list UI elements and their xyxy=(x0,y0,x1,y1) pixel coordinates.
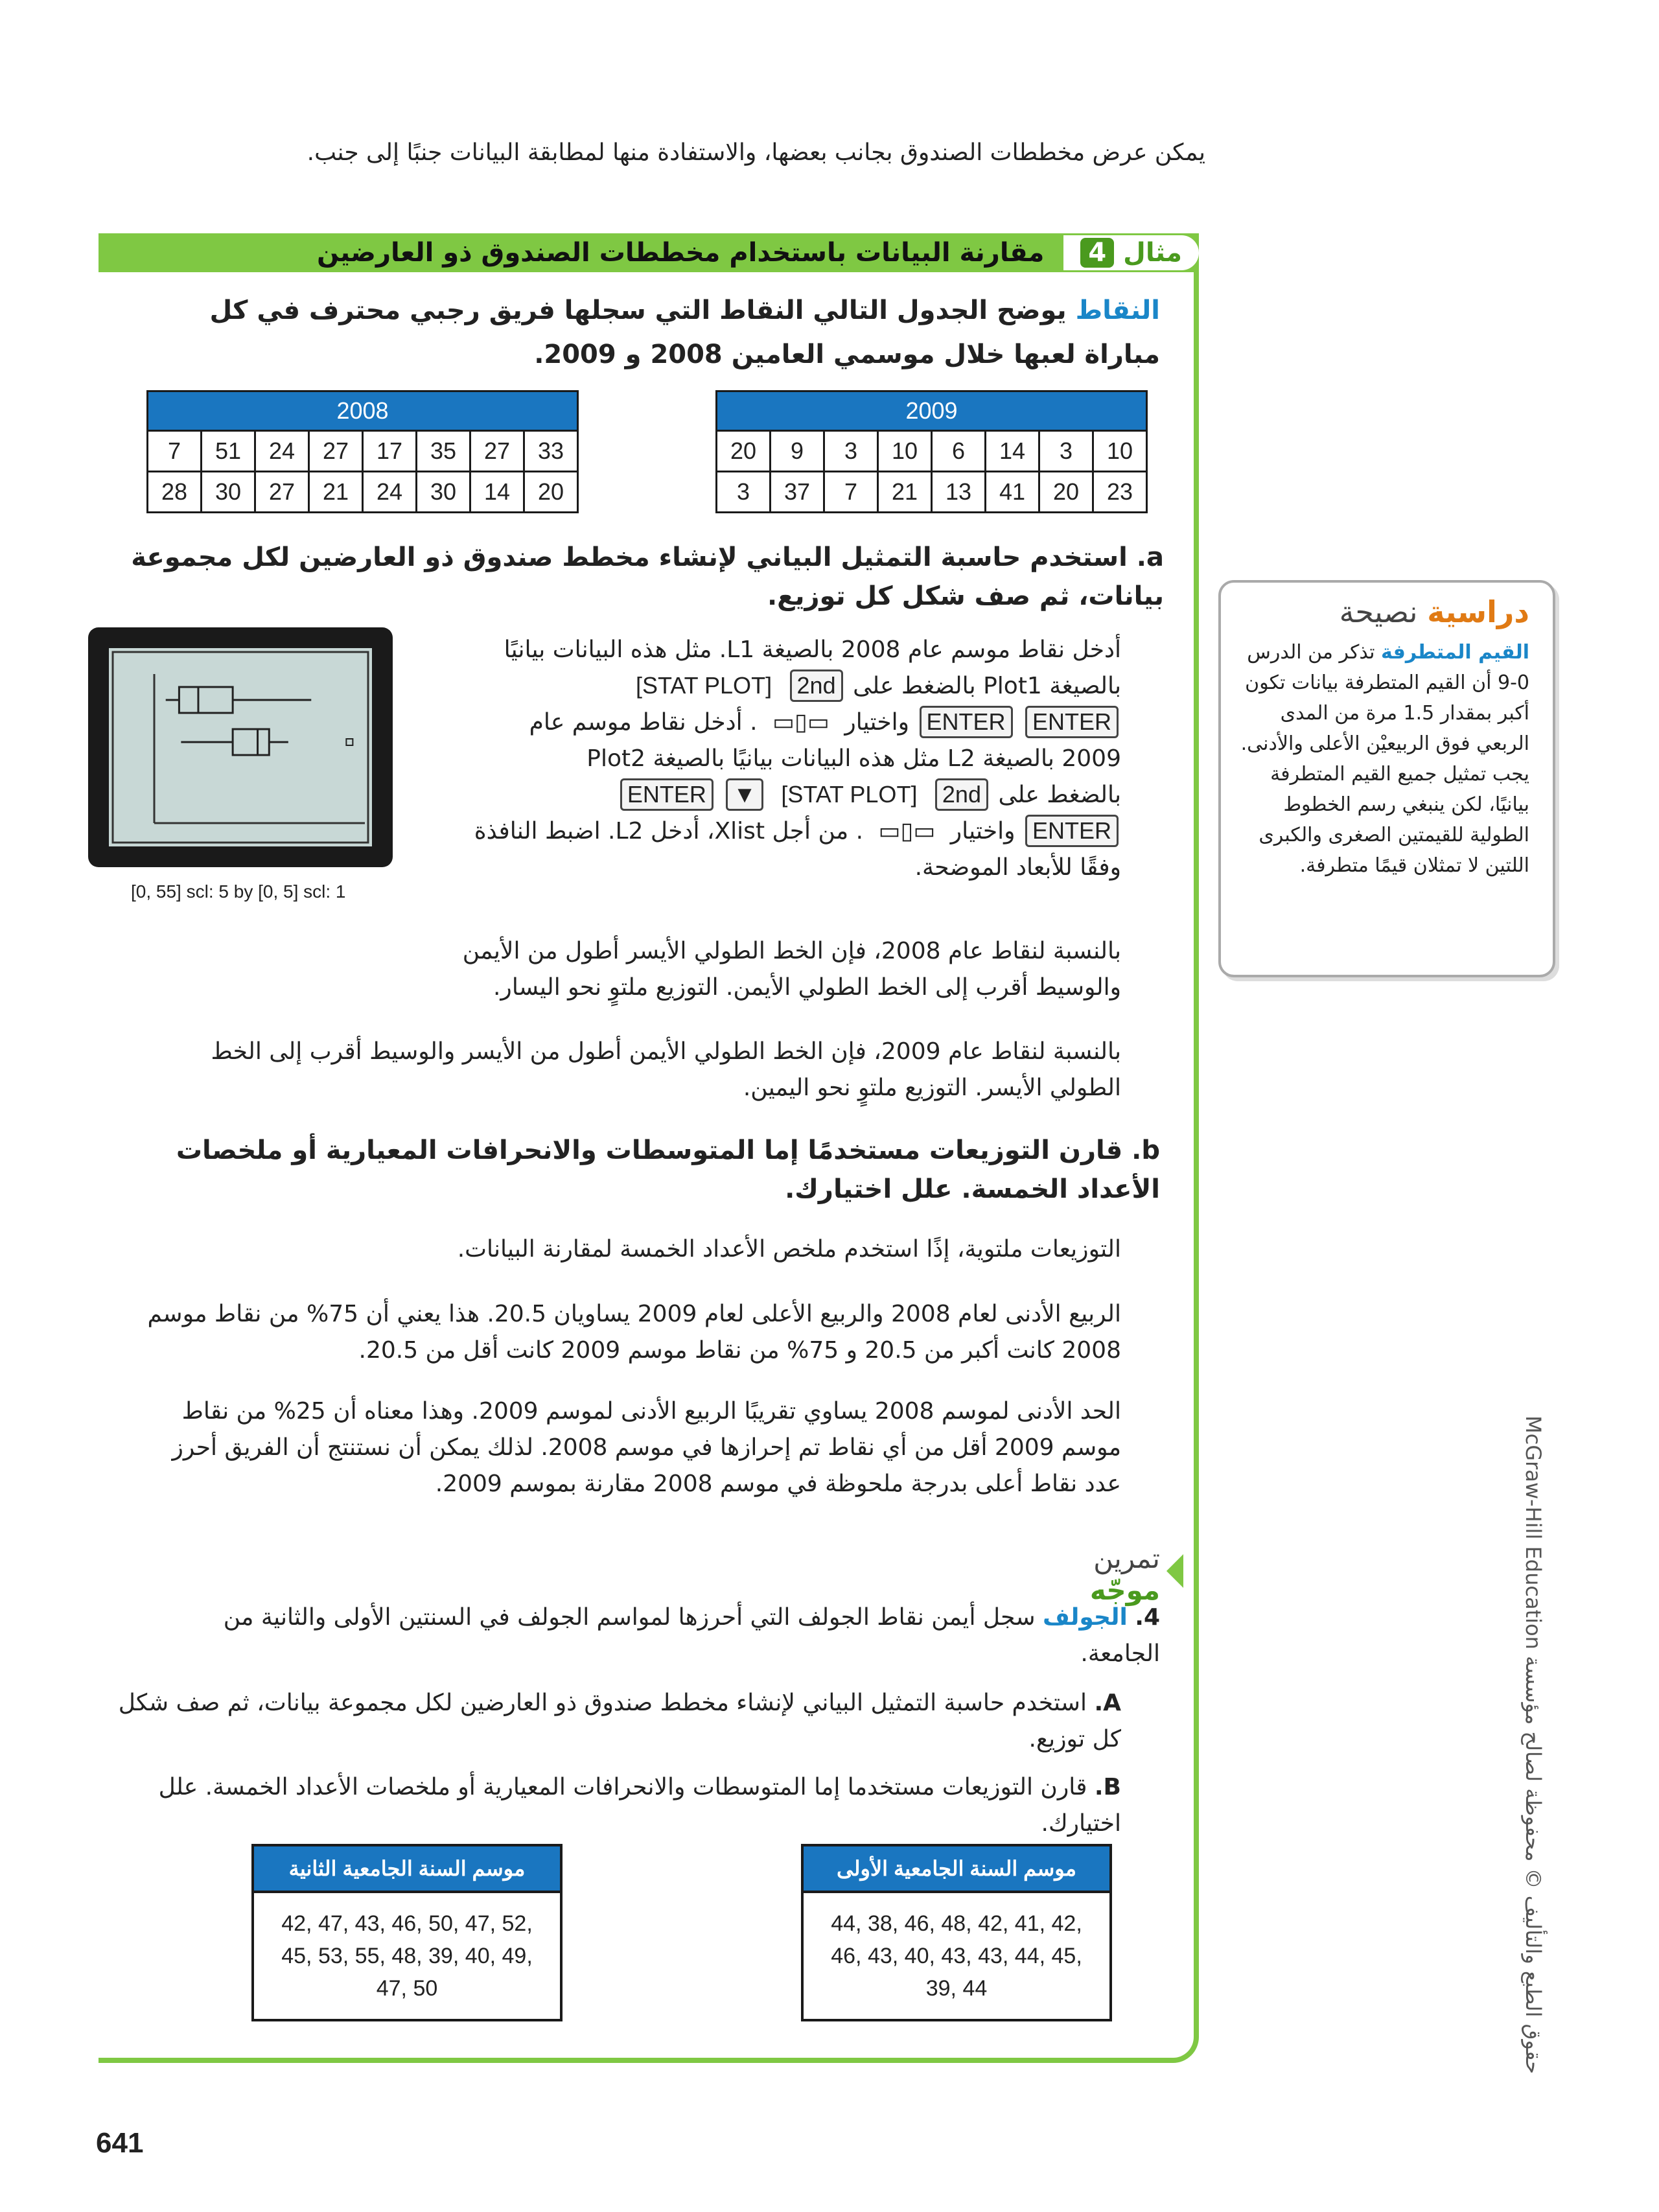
exercise-keyword: الجولف xyxy=(1043,1604,1128,1631)
season-table-second xyxy=(251,1844,563,2021)
tip-word-1: نصيحة xyxy=(1339,594,1418,629)
table-cell: 20 xyxy=(1039,472,1093,513)
example-number: 4 xyxy=(1080,238,1114,268)
key-statplot: [STAT PLOT] xyxy=(636,672,772,699)
season-first-header: موسم السنة الجامعية الأولى xyxy=(802,1845,1111,1892)
example-header xyxy=(99,233,1199,272)
part-a-letter: a. xyxy=(1136,542,1164,572)
exercise-4a xyxy=(110,1685,1121,1758)
lead-text: يوضح الجدول التالي النقاط التي سجلها فريق رجبي محترف في كل مباراة لعبها خلال موسمي العامين 2008 و 2009. xyxy=(209,296,1160,369)
table-cell: 28 xyxy=(148,472,202,513)
table-cell: 24 xyxy=(255,431,309,472)
table-cell: 20 xyxy=(524,472,578,513)
table-cell: 51 xyxy=(202,431,255,472)
boxplot-icon: ▭▯▭ xyxy=(878,817,936,844)
step-line: ENTER ENTER واختيار ▭▯▭ . أدخل نقاط موسم عام xyxy=(454,704,1121,741)
lead-keyword: النقاط xyxy=(1075,296,1160,325)
exercise-number: 4. xyxy=(1135,1604,1160,1631)
step-line: ENTER واختيار ▭▯▭ . من أجل Xlist، أدخل L2. اضبط النافذة xyxy=(454,813,1121,850)
intro-text: يمكن عرض مخططات الصندوق بجانب بعضها، والاستفادة منها لمطابقة البيانات جنبًا إلى جنب. xyxy=(307,139,1205,166)
table-cell: 7 xyxy=(824,472,878,513)
table-cell: 35 xyxy=(417,431,470,472)
exercise-b-letter: B. xyxy=(1094,1774,1121,1800)
table-cell: 27 xyxy=(470,431,524,472)
table-cell: 17 xyxy=(363,431,417,472)
guided-arrow-icon xyxy=(1166,1554,1183,1588)
table-2008 xyxy=(146,390,579,513)
table-cell: 14 xyxy=(470,472,524,513)
table-cell: 9 xyxy=(771,431,824,472)
study-tip xyxy=(1218,580,1555,977)
table-cell: 10 xyxy=(878,431,932,472)
calculator-screen xyxy=(88,627,393,867)
example-title: مقارنة البيانات باستخدام مخططات الصندوق ذو العارضين xyxy=(316,238,1045,268)
table-cell: 24 xyxy=(363,472,417,513)
boxplot-2008-box xyxy=(233,729,269,755)
table-cell: 3 xyxy=(1039,431,1093,472)
step-line: بالصيغة Plot1 بالضغط على 2nd [STAT PLOT] xyxy=(454,668,1121,704)
para-2008: بالنسبة لنقاط عام 2008، فإن الخط الطولي الأيسر أطول من الأيمن والوسيط أقرب إلى الخط الطولي الأيمن. التوزيع ملتوٍ نحو اليسار. xyxy=(462,938,1121,1001)
guided-heading xyxy=(1030,1543,1160,1606)
part-b-letter: b. xyxy=(1131,1135,1160,1165)
exercise-text: سجل أيمن نقاط الجولف التي أحرزها لمواسم الجولف في السنتين الأولى والثانية من الجامعة. xyxy=(223,1604,1160,1667)
key-enter: ENTER xyxy=(620,778,713,811)
tip-body xyxy=(1221,629,1553,881)
table-cell: 30 xyxy=(202,472,255,513)
table-cell: 27 xyxy=(309,431,363,472)
exercise-4 xyxy=(181,1600,1160,1672)
boxplot-2009-box xyxy=(179,687,233,713)
table-2008-header: 2008 xyxy=(148,391,578,431)
table-cell: 37 xyxy=(771,472,824,513)
season-first-values: 44, 38, 46, 48, 42, 41, 42, 46, 43, 40, 43, 43, 44, 45, 39, 44 xyxy=(802,1892,1111,2020)
exercise-4b xyxy=(143,1769,1121,1842)
part-a-text: استخدم حاسبة التمثيل البياني لإنشاء مخطط صندوق ذو العارضين لكل مجموعة بيانات، ثم صف شكل كل توزيع. xyxy=(131,542,1164,611)
table-cell: 3 xyxy=(717,472,771,513)
table-cell: 14 xyxy=(986,431,1039,472)
part-b-text: قارن التوزيعات مستخدمًا إما المتوسطات والانحرافات المعيارية أو ملخصات الأعداد الخمسة. علل اختيارك. xyxy=(176,1135,1160,1204)
table-cell: 6 xyxy=(932,431,986,472)
window-caption: [0, 55] scl: 5 by [0, 5] scl: 1 xyxy=(131,881,346,902)
table-cell: 3 xyxy=(824,431,878,472)
key-2nd: 2nd xyxy=(935,778,988,811)
season-second-header: موسم السنة الجامعية الثانية xyxy=(253,1845,561,1892)
part-b-p1: التوزيعات ملتوية، إذًا استخدم ملخص الأعداد الخمسة لمقارنة البيانات. xyxy=(457,1236,1121,1263)
table-row xyxy=(148,431,578,472)
table-2009-header: 2009 xyxy=(717,391,1147,431)
table-cell: 41 xyxy=(986,472,1039,513)
copyright-credit: حقوق الطبع والتأليف © محفوظة لصالح مؤسسة McGraw-Hill Education xyxy=(1521,1415,1546,2074)
key-enter: ENTER xyxy=(1025,706,1119,738)
part-b-p3: الحد الأدنى لموسم 2008 يساوي تقريبًا الربيع الأدنى لموسم 2009. وهذا معناه أن 25% من نقاط موسم 2009 أقل من أي نقاط تم إحرازها في موسم 2008. لذلك يمكن أن نستنتج أن الفريق أحرز عدد نقاط أعلى بدرجة ملحوظة في موسم 2008 مقارنة بموسم 2009. xyxy=(172,1398,1121,1497)
key-enter: ENTER xyxy=(1025,815,1119,847)
table-cell: 27 xyxy=(255,472,309,513)
part-a-steps xyxy=(454,632,1121,886)
key-2nd: 2nd xyxy=(790,669,843,702)
step-line: وفقًا للأبعاد الموضحة. xyxy=(914,854,1121,881)
exercise-b-text: قارن التوزيعات مستخدما إما المتوسطات والانحرافات المعيارية أو ملخصات الأعداد الخمسة. علل اختيارك. xyxy=(158,1774,1121,1837)
step-line: 2009 بالصيغة L2 مثل هذه البيانات بيانيًا بالصيغة Plot2 xyxy=(586,745,1121,772)
example-lead xyxy=(168,288,1160,377)
boxplot-graph xyxy=(109,648,372,846)
table-2009 xyxy=(715,390,1148,513)
tip-keyword: القيم المتطرفة xyxy=(1381,641,1529,664)
table-cell: 30 xyxy=(417,472,470,513)
step-line: أدخل نقاط موسم عام 2008 بالصيغة L1. مثل هذه البيانات بيانيًا xyxy=(504,636,1121,663)
table-cell: 13 xyxy=(932,472,986,513)
season-table-first xyxy=(801,1844,1112,2021)
tip-text: تذكر من الدرس 0-9 أن القيم المتطرفة بيانات تكون أكبر بمقدار 1.5 مرة من المدى الربعي فوق الربيعيْن الأعلى والأدنى. يجب تمثيل جميع القيم المتطرفة بيانيًا، لكن ينبغي رسم الخطوط الطولية للقيمتين الصغرى والكبرى اللتين لا تمثلان قيمًا متطرفة. xyxy=(1240,641,1529,877)
part-a-heading xyxy=(114,538,1164,616)
key-statplot: [STAT PLOT] xyxy=(781,781,918,808)
guided-word-1: تمرين xyxy=(1093,1543,1160,1574)
example-word: مثال xyxy=(1123,238,1182,268)
table-cell: 23 xyxy=(1093,472,1147,513)
table-row xyxy=(148,472,578,513)
exercise-a-letter: A. xyxy=(1094,1690,1121,1716)
exercise-a-text: استخدم حاسبة التمثيل البياني لإنشاء مخطط صندوق ذو العارضين لكل مجموعة بيانات، ثم صف شكل كل توزيع. xyxy=(118,1690,1121,1752)
key-down: ▼ xyxy=(726,778,763,811)
para-2009: بالنسبة لنقاط عام 2009، فإن الخط الطولي الأيمن أطول من الأيسر والوسيط أقرب إلى الخط الطولي الأيسر. التوزيع ملتوٍ نحو اليمين. xyxy=(211,1038,1121,1101)
table-cell: 21 xyxy=(309,472,363,513)
table-row xyxy=(717,431,1147,472)
page-number: 641 xyxy=(96,2127,144,2159)
boxplot-2008-outlier xyxy=(346,739,353,745)
part-b-heading xyxy=(110,1131,1160,1209)
step-line: بالضغط على 2nd [STAT PLOT] ▼ ENTER xyxy=(454,777,1121,813)
table-cell: 33 xyxy=(524,431,578,472)
table-cell: 21 xyxy=(878,472,932,513)
part-b-p2: الربيع الأدنى لعام 2008 والربيع الأعلى لعام 2009 يساويان 20.5. هذا يعني أن 75% من نقاط موسم 2008 كانت أكبر من 20.5 و 75% من نقاط موسم 2009 كانت أقل من 20.5. xyxy=(147,1301,1121,1364)
table-cell: 20 xyxy=(717,431,771,472)
season-second-values: 42, 47, 43, 46, 50, 47, 52, 45, 53, 55, 48, 39, 40, 49, 47, 50 xyxy=(253,1892,561,2020)
table-cell: 10 xyxy=(1093,431,1147,472)
boxplot-icon: ▭▯▭ xyxy=(772,708,830,735)
table-row xyxy=(717,472,1147,513)
guided-word-2: موجّه xyxy=(1089,1574,1160,1606)
tip-word-2: دراسية xyxy=(1427,594,1529,629)
example-label xyxy=(1063,235,1199,270)
key-enter: ENTER xyxy=(920,706,1013,738)
tip-title xyxy=(1221,594,1553,629)
table-cell: 7 xyxy=(148,431,202,472)
